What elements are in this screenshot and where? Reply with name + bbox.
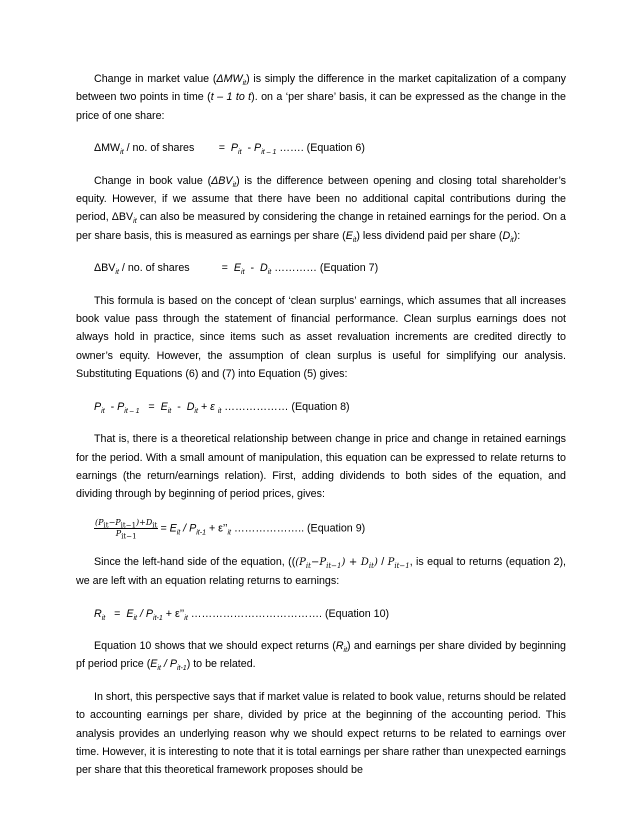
paragraph-book-value: Change in book value $(\Delta BV_{it})$ is the difference between opening and closing total shareholder’s equity. However, if we assume that there have been no additional capital contributions during the period, $\Delta BV_{it}$ can also be measured by considering the change in retained earnings for the period. On a per share basis, this is measured as earnings per share $(E_{it})$ less dividend paid per share $(D_{it})$: xyxy=(76,174,566,244)
equation-8: $P_{it} - P_{it - 1}$ = $E_{it} - D_{it} + \varepsilon$ $_{it}$ ……………… (Equation 8) xyxy=(94,400,350,415)
equation-7: $\Delta BV_{it}$ / no. of shares = $E_{it} - D_{it}$ ………… (Equation 7) xyxy=(94,262,379,277)
paragraph-in-short: In short, this perspective says that if market value is related to book value, returns should be related to accounting earnings per share, divided by price at the beginning of the accounting period. This analysis provides an underlying reason why we should expect returns to be related to earnings over time. However, it is interesting to note that it is total earnings per share rather than unexpected earnings per share that this theoretical framework proposes should be xyxy=(76,690,566,777)
paragraph-equation-10: Equation 10 shows that we should expect returns $(R_{it})$ and earnings per share divided by beginning pf period price $(E_{it} / P_{it-1})$ to be related. xyxy=(76,639,566,673)
paragraph-clean-surplus: This formula is based on the concept of ‘clean surplus’ earnings, which assumes that all increases book value pass through the statement of financial performance. Clean surplus earnings does not always hold in practice, since items such as asset revaluation increments are credited directly to owner’s equity. However, the assumption of clean surplus is useful for simplifying our analysis. Substituting Equations (6) and (7) into Equation (5) gives: xyxy=(76,294,566,381)
math-returns-denominator: $P_{it-1}$ xyxy=(387,556,410,570)
paragraph-left-hand-side: Since the left-hand side of the equation, ($((P_{it}-P_{it-1}) + D_{it}) / P_{it-1}$, is equal to returns (equation 2), we are left with an equation relating returns to earnings: xyxy=(76,555,566,588)
paragraph-theoretical-relationship: That is, there is a theoretical relationship between change in price and change in retained earnings for the period. With a small amount of manipulation, this equation can be expressed to relate returns to earnings (the return/earnings relation). First, adding dividends to both sides of the equation, and dividing through by beginning of period prices, gives: xyxy=(76,433,566,501)
fraction-lhs: $\frac{(P_{it}-P_{it-1})+D_{it}}{P_{it-1}}$ xyxy=(95,517,158,541)
document-page xyxy=(76,70,566,794)
math-returns-numerator: $(P_{it}-P_{it-1}) + D_{it}$) xyxy=(295,556,378,570)
equation-10: $R_{it}$ = $E_{it} / P_{it-1}$ + $\varepsilon’’_{it}$ ………………………………. (Equation 10) xyxy=(94,607,390,622)
equation-6: $\Delta MW_{it}$ / no. of shares = $P_{it} - P_{it - 1}$ ……. (Equation 6) xyxy=(94,142,365,157)
equation-9: $\frac{(P_{it}-P_{it-1})+D_{it}}{P_{it-1}}$ = $E_{it} / P_{it-1}$ + $\varepsilon’’_{it}$ ……………….. (Equation 9) xyxy=(95,517,366,541)
paragraph-market-value: Change in market value $(\Delta MW_{it})$ is simply the difference in the market capitalization of a company between two points in time (t – 1 to t). on a ‘per share’ basis, it can be expressed as the change in the price of one share: xyxy=(76,73,566,122)
